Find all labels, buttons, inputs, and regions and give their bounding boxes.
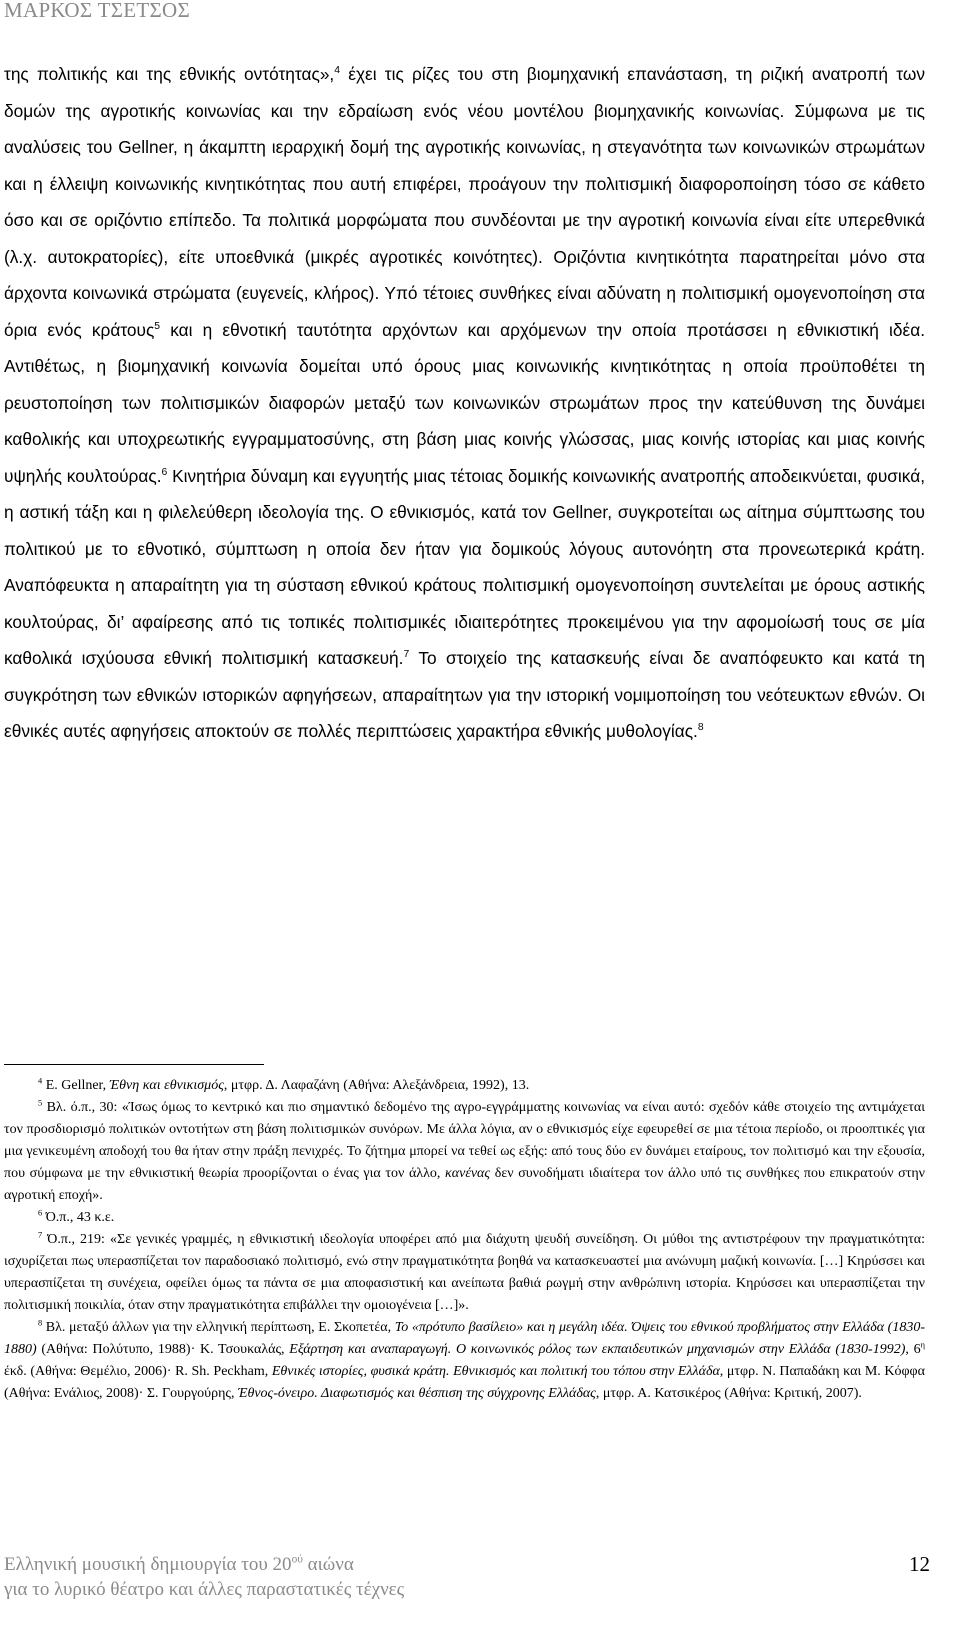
footnote-ref-8[interactable]: 8	[697, 722, 704, 734]
footnote-5: $^5$ Βλ. ό.π., 30: «Ίσως όμως το κεντρικό και πιο σημαντικό δεδομένο της αγρο-εγγράμματης κοινωνίας να είναι αυτό: σχεδόν κάθε στοιχείο της αντιμάχεται τον προσδιορισμό πολιτικών οντοτήτων στη βάση πολιτισμικών συνόρων. Με άλλα λόγια, αν ο εθνικισμός είχε εφευρεθεί σε μια τέτοια περίοδο, οι προοπτικές για μια γενικευμένη αποδοχή του θα ήταν στην πράξη πενιχρές. Το ζήτημα μπορεί να τεθεί ως εξής: από τους δύο εν δυνάμει εταίρους, τον πολιτισμό και την εξουσία, που σύμφωνα με την εθνικιστική θεωρία προορίζονται ο ένας για τον άλλο, κανένας δεν συνοδήματι ιδιαίτερα τον άλλο υπό τις συνθήκες που επικρατούν στην αγροτική εποχή».	[4, 1098, 925, 1203]
footnote-6: $^6$ Ό.π., 43 κ.ε.	[38, 1208, 115, 1225]
footnote-ref-5[interactable]: 5	[154, 320, 161, 332]
footnote-4: $^4$ E. Gellner, Έθνη και εθνικισμός, μτφρ. Δ. Λαφαζάνη (Αθήνα: Αλεξάνδρεια, 1992), 13.	[38, 1076, 530, 1093]
footer-line-1: Ελληνική μουσική δημιουργία του $20^{oύ}$ αιώνα	[4, 1553, 354, 1575]
body-paragraph: της πολιτικής και της εθνικής οντότητας»,$^4$ έχει τις ρίζες του στη βιομηχανική επανάσταση, τη ριζική ανατροπή των δομών της αγροτικής κοινωνίας και την εδραίωση ενός νέου μοντέλου βιομηχανικής κοινωνίας. Σύμφωνα με τις αναλύσεις του Gellner, η άκαμπτη ιεραρχική δομή της αγροτικής κοινωνίας, η στεγανότητα των κοινωνικών στρωμάτων και η έλλειψη κοινωνικής κινητικότητας που αυτή επιφέρει, προάγουν την πολιτισμική διαφοροποίηση τόσο σε κάθετο όσο και σε οριζόντιο επίπεδο. Τα πολιτικά μορφώματα που συνδέονται με την αγροτική κοινωνία είναι είτε υπερεθνικά (λ.χ. αυτοκρατορίες), είτε υποεθνικά (μικρές αγροτικές κοινότητες). Οριζόντια κινητικότητα παρατηρείται μόνο στα άρχοντα κοινωνικά στρώματα (ευγενείς, κλήρος). Υπό τέτοιες συνθήκες είναι αδύνατη η πολιτισμική ομογενοποίηση στα όρια ενός κράτους$^5$ και η εθνοτική ταυτότητα αρχόντων και αρχόμενων την οποία προτάσσει η εθνικιστική ιδέα. Αντιθέτως, η βιομηχανική κοινωνία δομείται υπό όρους μιας κοινωνικής κινητικότητας η οποία προϋποθέτει τη ρευστοποίηση των πολιτισμικών διαφορών μεταξύ των κοινωνικών στρωμάτων προς την κατεύθυνση της δυνάμει καθολικής και υποχρεωτικής εγγραμματοσύνης, στη βάση μιας κοινής γλώσσας, μιας κοινής ιστορίας και μιας κοινής υψηλής κουλτούρας.$^6$ Κινητήρια δύναμη και εγγυητής μιας τέτοιας δομικής κοινωνικής ανατροπής αποδεικνύεται, φυσικά, η αστική τάξη και η φιλελεύθερη ιδεολογία της. Ο εθνικισμός, κατά τον Gellner, συγκροτείται ως αίτημα σύμπτωσης του πολιτικού με το εθνοτικό, σύμπτωση η οποία δεν ήταν για δομικούς λόγους αυτονόητη στα προνεωτερικά κράτη. Αναπόφευκτα η απαραίτητη για τη σύσταση εθνικού κράτους πολιτισμική ομογενοποίηση συντελείται με όρους αστικής κουλτούρας, δι’ αφαίρεσης από τις τοπικές πολιτισμικές ιδιαιτερότητες προκειμένου για την αφομοίωσή τους σε μία καθολικά ισχύουσα εθνική πολιτισμική κατασκευή.$^7$ Το στοιχείο της κατασκευής είναι δε αναπόφευκτο και κατά τη συγκρότηση των εθνικών ιστορικών αφηγήσεων, απαραίτητων για την ιστορική νομιμοποίηση του νεότευκτων εθνών. Οι εθνικές αυτές αφηγήσεις αποκτούν σε πολλές περιπτώσεις χαρακτήρα εθνικής μυθολογίας.$^8$	[4, 64, 926, 741]
running-header: ΜΑΡΚΟΣ ΤΣΕΤΣΟΣ	[4, 0, 191, 22]
footnote-ref-6[interactable]: 6	[161, 466, 168, 478]
running-footer	[4, 1552, 404, 1602]
footnote-ref-4[interactable]: 4	[334, 65, 340, 77]
footnotes-section	[4, 1064, 925, 1405]
footnote-ref-7[interactable]: 7	[403, 649, 410, 661]
page-number: 12	[909, 1552, 930, 1576]
footnote-7: $^7$ Ό.π., 219: «Σε γενικές γραμμές, η εθνικιστική ιδεολογία υποφέρει από μια διάχυτη ψευδή συνείδηση. Οι μύθοι της αντιστρέφουν την πραγματικότητα: ισχυρίζεται πως υπερασπίζεται τον παραδοσιακό πολιτισμό, ενώ στην πραγματικότητα βοηθά να κατασκευαστεί μια ανώνυμη μαζική κοινωνία. […] Κηρύσσει και υπερασπίζεται τη συνέχεια, οφείλει όμως τα πάντα σε μια αποφασιστική και ανείπωτα βαθιά ρωγμή στην ανθρώπινη ιστορία. Κηρύσσει και υπερασπίζεται την πολιτισμική ποικιλία, όταν στην πραγματικότητα επιβάλλει την ομοιογένεια […]».	[4, 1230, 925, 1313]
footer-line-2: για το λυρικό θέατρο και άλλες παραστατικές τέχνες	[4, 1579, 405, 1600]
footnote-divider	[4, 1064, 264, 1065]
footnote-8: $^8$ Βλ. μεταξύ άλλων για την ελληνική περίπτωση, Ε. Σκοπετέα, Το «πρότυπο βασίλειο» και η μεγάλη ιδέα. Όψεις του εθνικού προβλήματος στην Ελλάδα (1830-1880) (Αθήνα: Πολύτυπο, 1988)· Κ. Τσουκαλάς, Εξάρτηση και αναπαραγωγή. Ο κοινωνικός ρόλος των εκπαιδευτικών μηχανισμών στην Ελλάδα (1830-1992), $6^\eta$ έκδ. (Αθήνα: Θεμέλιο, 2006)· R. Sh. Peckham, Εθνικές ιστορίες, φυσικά κράτη. Εθνικισμός και πολιτική του τόπου στην Ελλάδα, μτφρ. Ν. Παπαδάκη και Μ. Κόφφα (Αθήνα: Ενάλιος, 2008)· Σ. Γουργούρης, Έθνος-όνειρο. Διαφωτισμός και θέσπιση της σύγχρονης Ελλάδας, μτφρ. Α. Κατσικέρος (Αθήνα: Κριτική, 2007).	[4, 1318, 925, 1401]
